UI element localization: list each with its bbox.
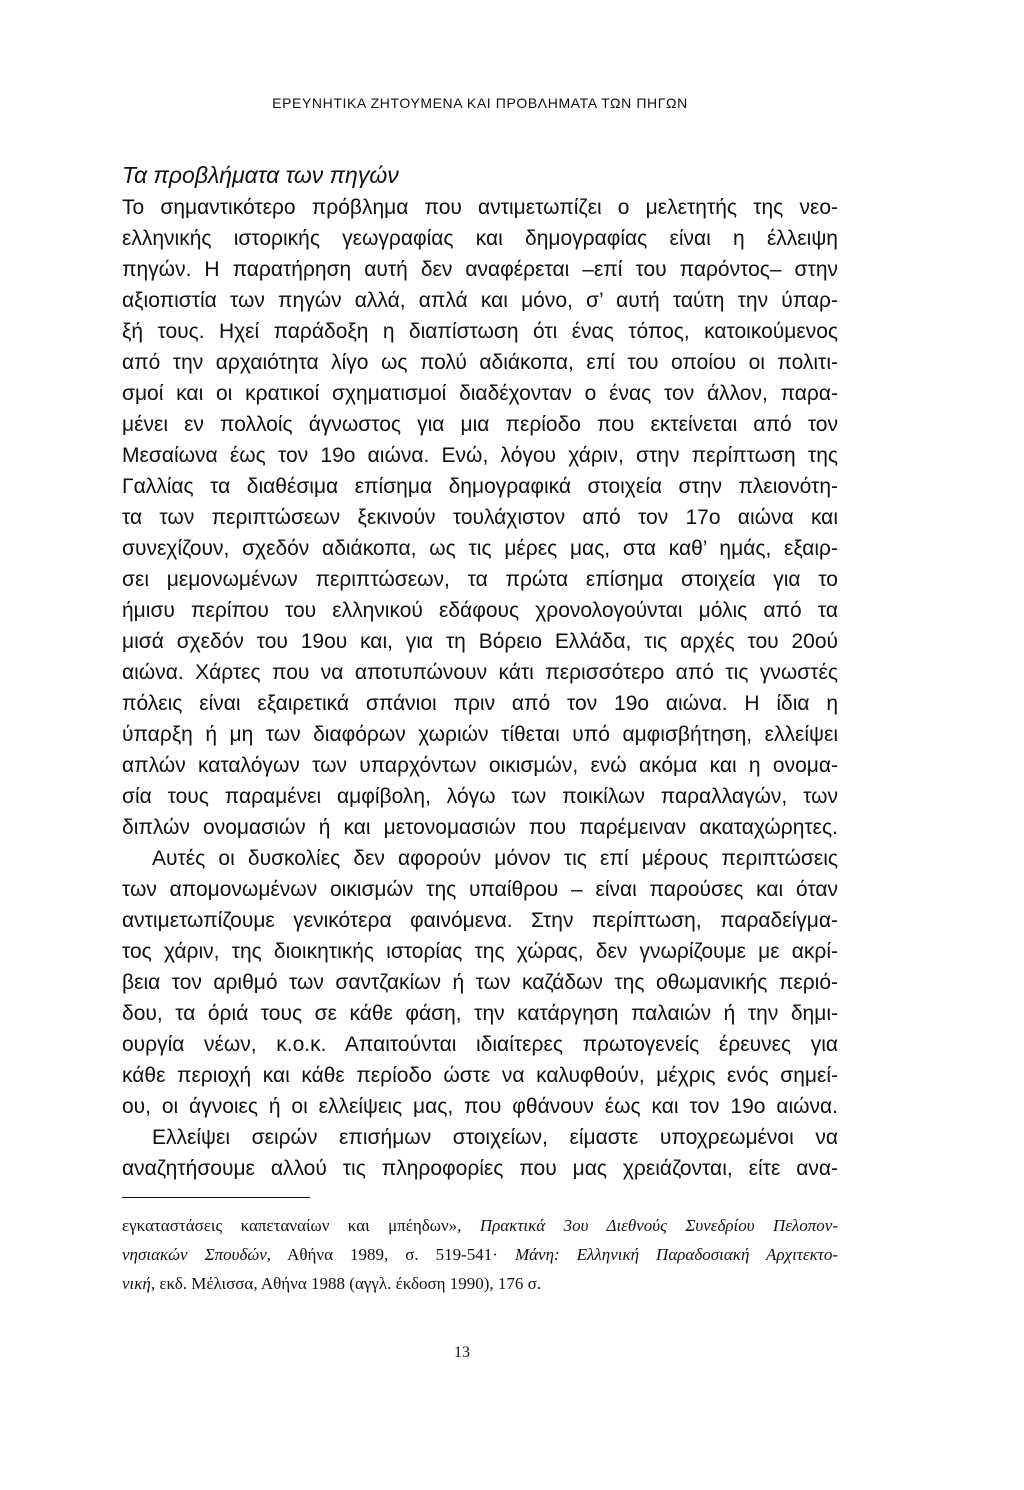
- body-line: Το σημαντικότερο πρόβλημα που αντιμετωπίζει ο μελετητής της νεο-: [122, 196, 838, 219]
- body-line: ξή τους. Ηχεί παράδοξη η διαπίστωση ότι ένας τόπος, κατοικούμενος: [122, 320, 838, 343]
- paragraph-1: [122, 192, 838, 843]
- body-line: των απομονωμένων οικισμών της υπαίθρου – είναι παρούσες και όταν: [122, 878, 838, 901]
- paragraph-2: [122, 843, 838, 1122]
- body-line: σμοί και οι κρατικοί σχηματισμοί διαδέχονταν ο ένας τον άλλον, παρα-: [122, 382, 838, 405]
- body-line: αναζητήσουμε αλλού τις πληροφορίες που μας χρειάζονται, είτε ανα-: [122, 1157, 838, 1180]
- body-line: τα των περιπτώσεων ξεκινούν τουλάχιστον από τον 17ο αιώνα και: [122, 506, 838, 529]
- body-line: Αυτές οι δυσκολίες δεν αφορούν μόνον τις επί μέρους περιπτώσεις: [152, 847, 838, 870]
- footnote-rule: [122, 1197, 310, 1198]
- body-line: ου, οι άγνοιες ή οι ελλείψεις μας, που φθάνουν έως και τον 19ο αιώνα.: [122, 1095, 838, 1118]
- body-text: [122, 192, 838, 1184]
- section-title: Τα προβλήματα των πηγών: [122, 162, 399, 188]
- body-line: Μεσαίωνα έως τον 19ο αιώνα. Ενώ, λόγου χάριν, στην περίπτωση της: [122, 444, 838, 467]
- body-line: αντιμετωπίζουμε γενικότερα φαινόμενα. Στην περίπτωση, παραδείγμα-: [122, 909, 838, 932]
- body-line: συνεχίζουν, σχεδόν αδιάκοπα, ως τις μέρες μας, στα καθ’ ημάς, εξαιρ-: [122, 537, 838, 560]
- footnote-italic-text: νησιακών Σπουδών: [122, 1245, 267, 1264]
- footnote-text: , Αθήνα 1989, σ. 519-541·: [266, 1245, 515, 1264]
- footnote-text: εγκαταστάσεις καπεταναίων και μπέηδων»,: [122, 1216, 480, 1235]
- footnote-italic-text: Μάνη: Ελληνική Παραδοσιακή Αρχιτεκτο-: [514, 1245, 838, 1264]
- running-header: ΕΡΕΥΝΗΤΙΚΑ ΖΗΤΟΥΜΕΝΑ ΚΑΙ ΠΡΟΒΛΗΜΑΤΑ ΤΩΝ ΠΗΓΩΝ: [272, 95, 688, 111]
- body-line: μένει εν πολλοίς άγνωστος για μια περίοδο που εκτείνεται από τον: [122, 413, 838, 436]
- footnote-italic-text: νική: [122, 1274, 151, 1293]
- body-line: ελληνικής ιστορικής γεωγραφίας και δημογραφίας είναι η έλλειψη: [122, 227, 838, 250]
- body-line: σία τους παραμένει αμφίβολη, λόγω των ποικίλων παραλλαγών, των: [122, 785, 838, 808]
- body-line: τος χάριν, της διοικητικής ιστορίας της χώρας, δεν γνωρίζουμε με ακρί-: [122, 940, 838, 963]
- body-line: αξιοπιστία των πηγών αλλά, απλά και μόνο, σ’ αυτή ταύτη την ύπαρ-: [122, 289, 838, 312]
- body-line: απλών καταλόγων των υπαρχόντων οικισμών, ενώ ακόμα και η ονομα-: [122, 754, 838, 777]
- body-line: βεια τον αριθμό των σαντζακίων ή των καζάδων της οθωμανικής περιό-: [122, 971, 838, 994]
- body-line: διπλών ονομασιών ή και μετονομασιών που παρέμειναν ακαταχώρητες.: [122, 816, 838, 839]
- footnote-text: , εκδ. Μέλισσα, Αθήνα 1988 (αγγλ. έκδοση 1990), 176 σ.: [150, 1274, 542, 1293]
- footnote-line: [122, 1269, 838, 1298]
- body-line: κάθε περιοχή και κάθε περίοδο ώστε να καλυφθούν, μέχρις ενός σημεί-: [122, 1064, 838, 1087]
- body-line: αιώνα. Χάρτες που να αποτυπώνουν κάτι περισσότερο από τις γνωστές: [122, 661, 838, 684]
- footnote-line: [122, 1240, 838, 1269]
- body-line: ουργία νέων, κ.ο.κ. Απαιτούνται ιδιαίτερες πρωτογενείς έρευνες για: [122, 1033, 838, 1056]
- paragraph-3: [122, 1122, 838, 1184]
- page-number: 13: [454, 1344, 470, 1361]
- body-line: Γαλλίας τα διαθέσιμα επίσημα δημογραφικά στοιχεία στην πλειονότη-: [122, 475, 838, 498]
- body-line: ύπαρξη ή μη των διαφόρων χωριών τίθεται υπό αμφισβήτηση, ελλείψει: [122, 723, 838, 746]
- body-line: ήμισυ περίπου του ελληνικού εδάφους χρονολογούνται μόλις από τα: [122, 599, 838, 622]
- body-line: πόλεις είναι εξαιρετικά σπάνιοι πριν από τον 19ο αιώνα. Η ίδια η: [122, 692, 838, 715]
- footnote: [122, 1211, 838, 1298]
- footnote-line: [122, 1211, 838, 1240]
- footnote-italic-text: Πρακτικά 3ου Διεθνούς Συνεδρίου Πελοπον-: [479, 1216, 838, 1235]
- body-line: Ελλείψει σειρών επισήμων στοιχείων, είμαστε υποχρεωμένοι να: [152, 1126, 838, 1149]
- body-line: πηγών. Η παρατήρηση αυτή δεν αναφέρεται –επί του παρόντος– στην: [122, 258, 838, 281]
- body-line: από την αρχαιότητα λίγο ως πολύ αδιάκοπα, επί του οποίου οι πολιτι-: [122, 351, 838, 374]
- body-line: δου, τα όριά τους σε κάθε φάση, την κατάργηση παλαιών ή την δημι-: [122, 1002, 838, 1025]
- body-line: μισά σχεδόν του 19ου και, για τη Βόρειο Ελλάδα, τις αρχές του 20ού: [122, 630, 838, 653]
- body-line: σει μεμονωμένων περιπτώσεων, τα πρώτα επίσημα στοιχεία για το: [122, 568, 838, 591]
